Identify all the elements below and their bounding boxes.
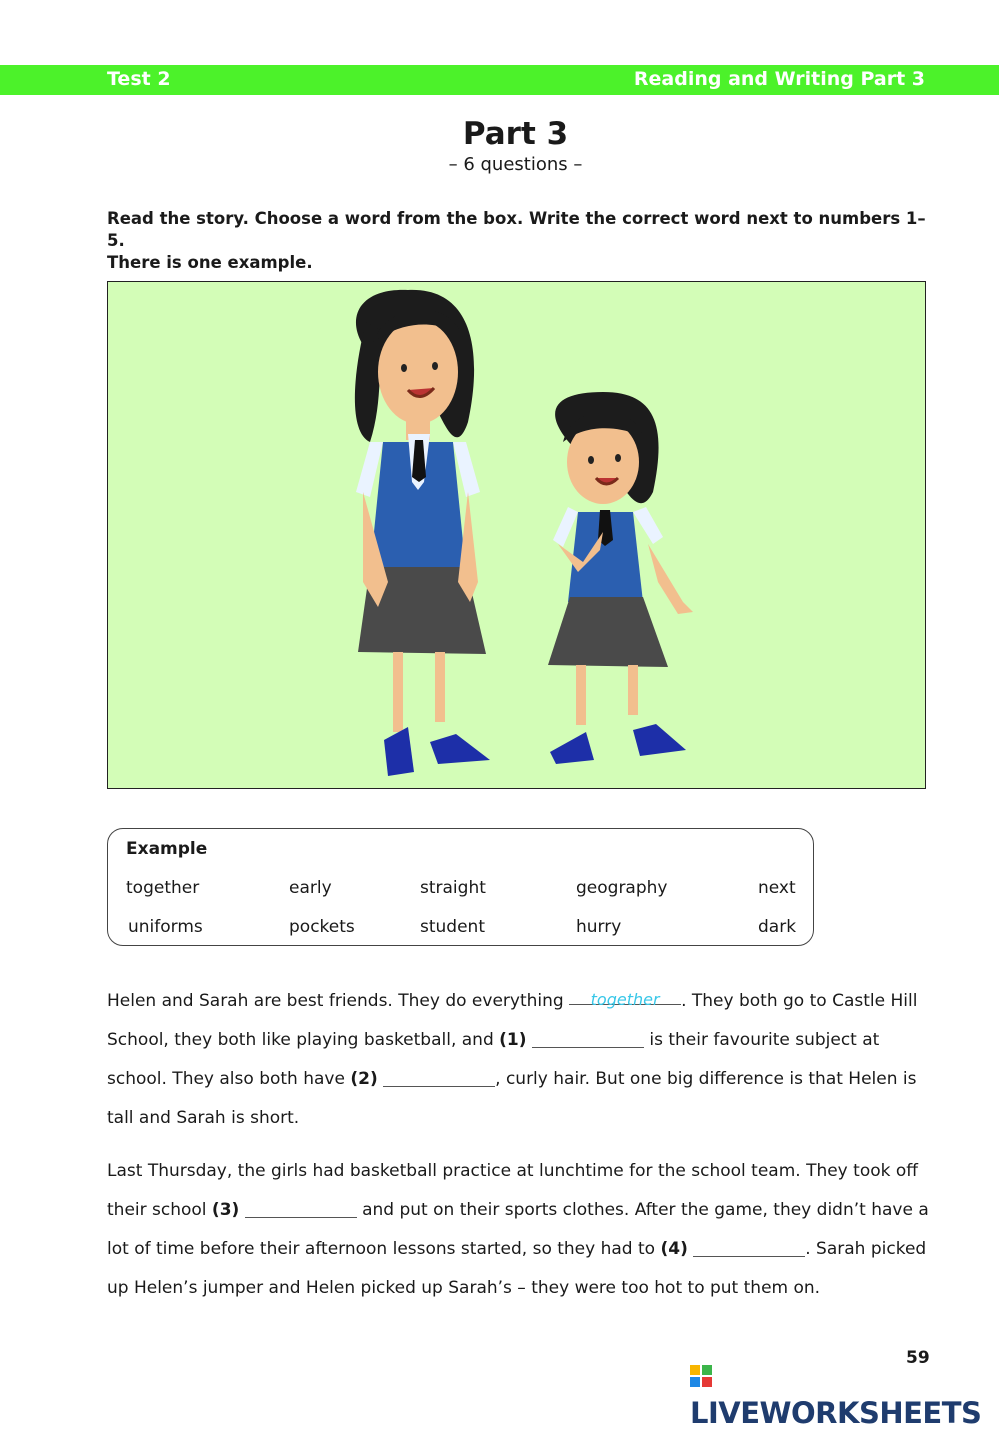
question-1-blank[interactable] (532, 1027, 644, 1048)
question-3-blank[interactable] (245, 1197, 357, 1218)
word-student: student (420, 917, 485, 937)
example-label: Example (126, 839, 208, 859)
test-label: Test 2 (107, 68, 171, 90)
story-paragraph-1 (107, 981, 937, 1138)
story-illustration (107, 281, 926, 789)
two-girls-illustration (108, 282, 925, 788)
word-together: together (126, 878, 200, 898)
question-2-number: (2) (350, 1069, 378, 1089)
story-text: . Sarah picked up Helen’s jumper and Helen picked up Sarah’s – they were too hot to put them on. (107, 1239, 927, 1298)
story-text: Helen and Sarah are best friends. They do everything (107, 991, 570, 1011)
liveworksheets-logo-icon (690, 1365, 712, 1387)
question-2-blank[interactable] (383, 1066, 495, 1087)
story-paragraph-2 (107, 1152, 937, 1308)
section-label: Reading and Writing Part 3 (633, 68, 925, 90)
page-subtitle: – 6 questions – (448, 154, 583, 175)
example-answer: together (590, 990, 660, 1009)
story-text: is their favourite subject at school. They also both have (107, 1030, 880, 1089)
example-answer-blank (569, 984, 681, 1009)
story-text: Last Thursday, the girls had basketball practice at lunchtime for the school team. They took off their school (107, 1161, 918, 1220)
question-4-number: (4) (660, 1239, 688, 1259)
instruction-line-2: There is one example. (107, 253, 313, 272)
liveworksheets-logo (690, 1360, 990, 1430)
instructions (107, 208, 937, 274)
word-hurry: hurry (576, 917, 622, 937)
page-number: 59 (906, 1348, 930, 1368)
word-geography: geography (576, 878, 668, 898)
helen-figure (355, 290, 490, 776)
word-next: next (758, 878, 796, 898)
page-title: Part 3 (462, 116, 569, 152)
word-straight: straight (420, 878, 486, 898)
word-dark: dark (758, 917, 797, 937)
story-text: . They both go to Castle Hill School, they both like playing basketball, and (107, 991, 918, 1050)
story-text: , curly hair. But one big difference is that Helen is tall and Sarah is short. (107, 1069, 917, 1128)
question-4-blank[interactable] (693, 1236, 805, 1257)
question-3-number: (3) (211, 1200, 240, 1220)
story-text: and put on their sports clothes. After the game, they didn’t have a lot of time before their afternoon lessons started, so they had to (107, 1200, 929, 1259)
logo-text: LIVEWORKSHEETS (690, 1396, 982, 1430)
header-bar (0, 65, 999, 95)
word-box (107, 828, 814, 946)
sarah-figure (548, 392, 693, 764)
word-early: early (289, 878, 332, 898)
question-1-number: (1) (499, 1030, 527, 1050)
word-uniforms: uniforms (128, 917, 203, 937)
word-pockets: pockets (289, 917, 355, 937)
instruction-line-1: Read the story. Choose a word from the box. Write the correct word next to numbers 1–5. (107, 209, 926, 250)
